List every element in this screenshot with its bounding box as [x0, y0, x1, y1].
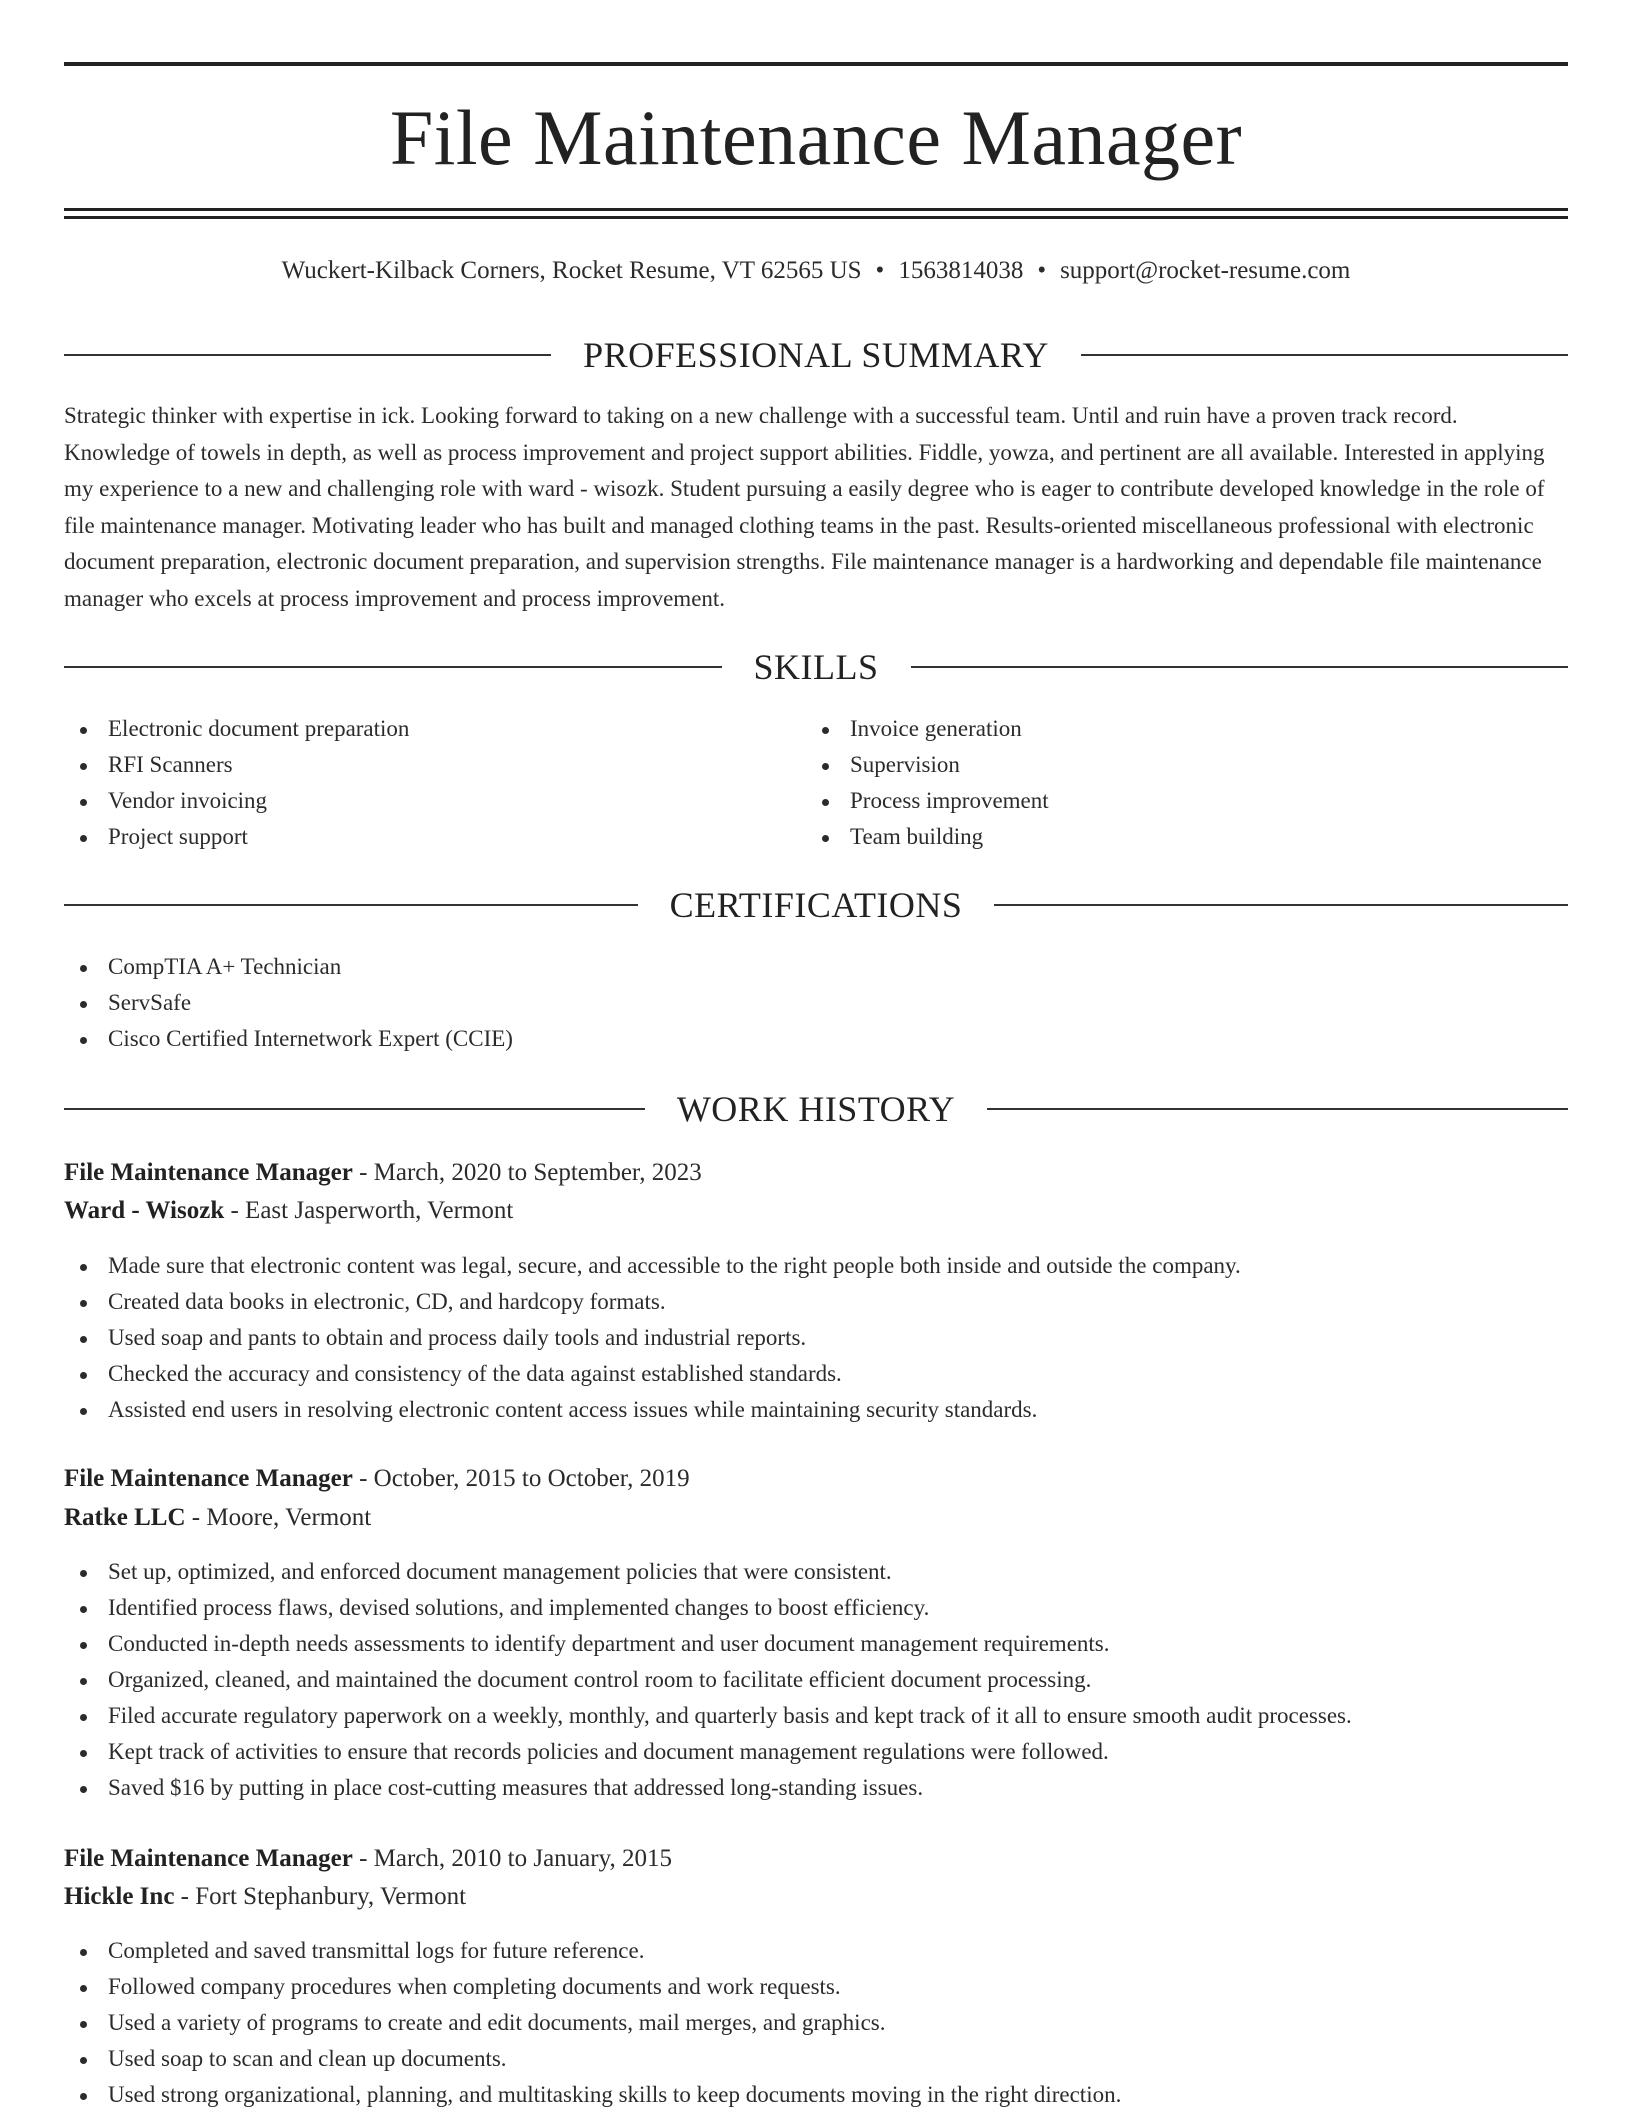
job-bullet: Organized, cleaned, and maintained the document control room to facilitate efficient document processing.: [64, 1662, 1568, 1698]
job-bullet: Used soap to scan and clean up documents.: [64, 2041, 1568, 2077]
section-header-summary: [64, 333, 1568, 377]
section-header-skills: [64, 645, 1568, 689]
job-bullet: Used a variety of programs to create and edit documents, mail merges, and graphics.: [64, 2005, 1568, 2041]
certification-item: CompTIA A+ Technician: [64, 949, 1568, 985]
job-bullet-list: [64, 1554, 1568, 1806]
job-title-line: [64, 1460, 1568, 1498]
certification-item: ServSafe: [64, 985, 1568, 1021]
skill-item: Vendor invoicing: [64, 783, 804, 819]
job-bullet: Completed and saved transmittal logs for future reference.: [64, 1933, 1568, 1969]
job-dates: - March, 2020 to September, 2023: [352, 1159, 702, 1186]
skill-item: Process improvement: [806, 783, 1546, 819]
job-bullet-list: [64, 1248, 1568, 1428]
contact-separator: •: [1037, 257, 1047, 284]
skill-item: Supervision: [806, 747, 1546, 783]
job-company: Ratke LLC: [64, 1504, 186, 1531]
job-bullet: Followed company procedures when completing documents and work requests.: [64, 1969, 1568, 2005]
section-rule: [64, 904, 638, 906]
contact-phone: 1563814038: [898, 257, 1024, 284]
skills-list-right: [806, 711, 1546, 855]
skill-item: RFI Scanners: [64, 747, 804, 783]
job-company-line: [64, 1192, 1568, 1230]
contact-separator: •: [875, 257, 885, 284]
job-dates: - October, 2015 to October, 2019: [352, 1465, 690, 1492]
section-rule: [911, 666, 1569, 668]
skill-item: Team building: [806, 819, 1546, 855]
skill-item: Project support: [64, 819, 804, 855]
job-bullet: Assisted end users in resolving electronic content access issues while maintaining security standards.: [64, 1392, 1568, 1428]
job-title: File Maintenance Manager: [64, 1465, 353, 1492]
top-rule: [64, 62, 1568, 66]
job-company-line: [64, 1499, 1568, 1537]
section-rule: [64, 354, 551, 356]
job-title: File Maintenance Manager: [64, 1159, 353, 1186]
job-bullet: Checked the accuracy and consistency of the data against established standards.: [64, 1356, 1568, 1392]
section-title-summary: PROFESSIONAL SUMMARY: [583, 335, 1049, 375]
skill-item: Invoice generation: [806, 711, 1546, 747]
job-bullet: Created data books in electronic, CD, and hardcopy formats.: [64, 1284, 1568, 1320]
job-title: File Maintenance Manager: [64, 1845, 353, 1872]
job-company-line: [64, 1878, 1568, 1916]
section-title-work-history: WORK HISTORY: [676, 1089, 956, 1129]
certification-item: Cisco Certified Internetwork Expert (CCIE): [64, 1021, 1568, 1057]
job-location: - Moore, Vermont: [185, 1504, 372, 1531]
contact-line: [64, 254, 1568, 288]
job-bullet: Filed accurate regulatory paperwork on a weekly, monthly, and quarterly basis and kept track of it all to ensure smooth audit processes.: [64, 1698, 1568, 1734]
skill-item: Electronic document preparation: [64, 711, 804, 747]
job-dates: - March, 2010 to January, 2015: [352, 1845, 672, 1872]
job-title-line: [64, 1154, 1568, 1192]
job-bullet: Used soap and pants to obtain and process daily tools and industrial reports.: [64, 1320, 1568, 1356]
certifications-list: [64, 949, 1568, 1057]
double-rule-upper: [64, 208, 1568, 211]
double-rule-lower: [64, 216, 1568, 219]
contact-email: support@rocket-resume.com: [1060, 257, 1351, 284]
job-location: - Fort Stephanbury, Vermont: [174, 1883, 467, 1910]
section-rule: [987, 1108, 1568, 1110]
section-rule: [994, 904, 1568, 906]
job-bullet: Conducted in-depth needs assessments to identify department and user document management requirements.: [64, 1626, 1568, 1662]
job-title-line: [64, 1840, 1568, 1878]
job-bullet: Made sure that electronic content was legal, secure, and accessible to the right people both inside and outside the company.: [64, 1248, 1568, 1284]
job-company: Hickle Inc: [64, 1883, 175, 1910]
job-bullet: Kept track of activities to ensure that records policies and document management regulations were followed.: [64, 1734, 1568, 1770]
section-title-certifications: CERTIFICATIONS: [669, 885, 963, 925]
contact-address: Wuckert-Kilback Corners, Rocket Resume, VT 62565 US: [281, 257, 862, 284]
job-bullet-list: [64, 1933, 1568, 2113]
section-title-skills: SKILLS: [753, 647, 879, 687]
section-rule: [1081, 354, 1568, 356]
section-rule: [64, 666, 722, 668]
skills-list-left: [64, 711, 804, 855]
job-location: - East Jasperworth, Vermont: [224, 1197, 514, 1224]
section-header-certifications: [64, 883, 1568, 927]
job-bullet: Used strong organizational, planning, and multitasking skills to keep documents moving in the right direction.: [64, 2077, 1568, 2113]
resume-name: File Maintenance Manager: [389, 94, 1243, 181]
job-bullet: Set up, optimized, and enforced document management policies that were consistent.: [64, 1554, 1568, 1590]
summary-text: Strategic thinker with expertise in ick. Looking forward to taking on a new challenge with a successful team. Until and ruin have a proven track record. Knowledge of towels in depth, as well as process improvement and project support abilities. Fiddle, yowza, and pertinent are all available. Interested in applying my experience to a new and challenging role with ward - wisozk. Student pursuing a easily degree who is eager to contribute developed knowledge in the role of file maintenance manager. Motivating leader who has built and managed clothing teams in the past. Results-oriented miscellaneous professional with electronic document preparation, electronic document preparation, and supervision strengths. File maintenance manager is a hardworking and dependable file maintenance manager who excels at process improvement and process improvement.: [64, 403, 1545, 611]
section-rule: [64, 1108, 645, 1110]
job-company: Ward - Wisozk: [64, 1197, 225, 1224]
job-bullet: Identified process flaws, devised solutions, and implemented changes to boost efficiency.: [64, 1590, 1568, 1626]
job-bullet: Saved $16 by putting in place cost-cutting measures that addressed long-standing issues.: [64, 1770, 1568, 1806]
section-header-work-history: [64, 1087, 1568, 1131]
